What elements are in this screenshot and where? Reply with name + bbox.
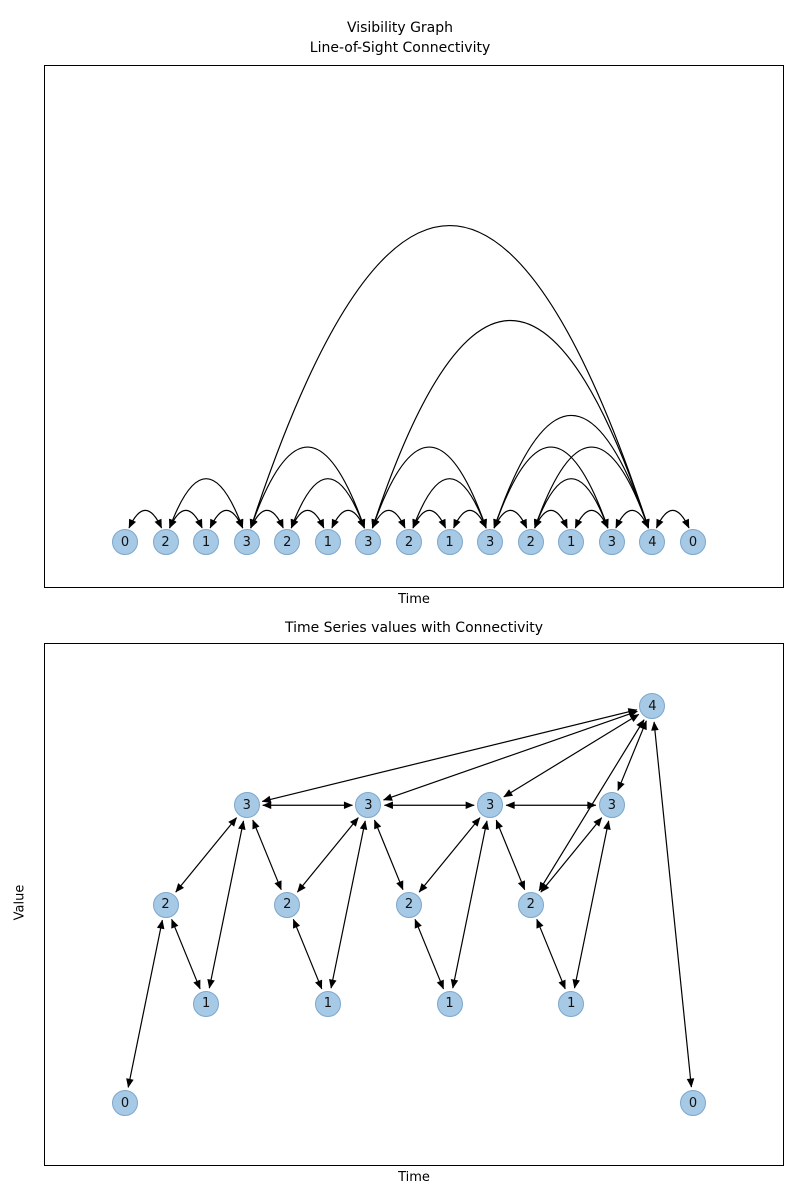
graph-node: 3 bbox=[234, 792, 260, 818]
graph-node: 1 bbox=[558, 529, 584, 555]
figure-title-line1: Visibility Graph bbox=[346, 20, 454, 36]
graph-node: 2 bbox=[396, 892, 422, 918]
graph-node: 2 bbox=[518, 892, 544, 918]
graph-node: 2 bbox=[153, 892, 179, 918]
graph-node: 1 bbox=[193, 991, 219, 1017]
graph-node: 0 bbox=[680, 529, 706, 555]
graph-node: 1 bbox=[437, 991, 463, 1017]
graph-node: 1 bbox=[437, 529, 463, 555]
figure-title-line2: Line-of-Sight Connectivity bbox=[309, 40, 491, 56]
graph-node: 2 bbox=[518, 529, 544, 555]
graph-node: 2 bbox=[396, 529, 422, 555]
graph-node: 3 bbox=[234, 529, 260, 555]
graph-node: 2 bbox=[274, 892, 300, 918]
bottom-chart-title: Time Series values with Connectivity bbox=[284, 620, 544, 636]
graph-node: 1 bbox=[315, 529, 341, 555]
graph-node: 0 bbox=[112, 1090, 138, 1116]
graph-node: 2 bbox=[274, 529, 300, 555]
graph-node: 1 bbox=[193, 529, 219, 555]
graph-node: 1 bbox=[315, 991, 341, 1017]
figure-title bbox=[0, 18, 800, 58]
graph-node: 2 bbox=[153, 529, 179, 555]
graph-node: 3 bbox=[355, 529, 381, 555]
graph-node: 3 bbox=[477, 529, 503, 555]
top-chart-xlabel: Time bbox=[398, 592, 430, 607]
graph-node: 4 bbox=[639, 693, 665, 719]
graph-node: 3 bbox=[599, 792, 625, 818]
graph-node: 1 bbox=[558, 991, 584, 1017]
bottom-chart-ylabel: Value bbox=[12, 884, 28, 921]
graph-node: 3 bbox=[599, 529, 625, 555]
graph-node: 4 bbox=[639, 529, 665, 555]
graph-node: 0 bbox=[680, 1090, 706, 1116]
top-chart-frame bbox=[44, 65, 784, 588]
graph-node: 0 bbox=[112, 529, 138, 555]
graph-node: 3 bbox=[355, 792, 381, 818]
graph-node: 3 bbox=[477, 792, 503, 818]
bottom-chart-xlabel: Time bbox=[398, 1170, 430, 1185]
